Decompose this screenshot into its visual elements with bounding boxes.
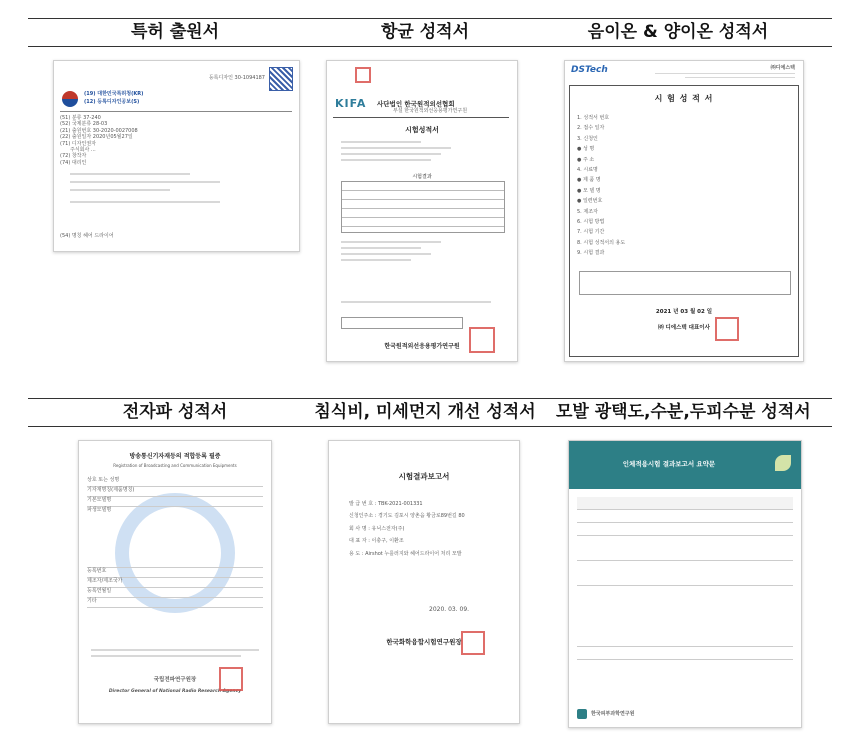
korea-emblem-icon [62, 91, 78, 107]
antibacterial-document[interactable] [326, 60, 518, 362]
org-logo-icon [577, 709, 587, 719]
header-rule-bottom-1 [28, 46, 832, 47]
emf-field: 기타 [87, 598, 263, 608]
text-line [70, 181, 220, 183]
patent-field: (22) 출원일자 2020년05월27일 [60, 134, 133, 141]
patent-footer: (54) 명칭 헤어 드라이어 [60, 233, 114, 239]
ion-field: 1. 성적서 번호 [577, 115, 610, 121]
text-line [91, 655, 241, 657]
ion-document[interactable] [564, 60, 804, 362]
ion-field: 4. 시료명 [577, 167, 598, 174]
leaf-icon [775, 455, 791, 471]
hair-document[interactable] [568, 440, 802, 728]
stamp-icon [355, 67, 371, 83]
dstech-name: ㈜디에스텍 [770, 65, 795, 71]
emf-field: 기본모델명 [87, 497, 263, 507]
text-line [341, 147, 451, 149]
doc-title: 시험성적서 [405, 126, 439, 134]
fine-dust-document[interactable] [328, 440, 520, 724]
patent-gazette: (12) 등록디자인공보(S) [84, 99, 140, 105]
doc-header-antibacterial: 항균 성적서 [380, 22, 470, 42]
divider [333, 117, 509, 118]
doc-title: 시 험 성 적 서 [654, 94, 714, 103]
text-line [70, 201, 220, 203]
fine-dust-date: 2020. 03. 09. [429, 606, 470, 613]
fine-dust-org: 한국화학융합시험연구원장 [386, 638, 462, 646]
signature-table [579, 271, 791, 295]
patent-document[interactable] [53, 60, 300, 252]
ion-date: 2021 년 03 월 02 일 [655, 309, 713, 315]
fine-dust-field: 발 급 번 호 : TBK-2021-001331 [349, 501, 423, 507]
text-line [91, 649, 259, 651]
emf-field: 상호 또는 성명 [87, 477, 263, 487]
official-seal-icon [219, 667, 243, 691]
ion-field: ● 모 델 명 [577, 187, 601, 194]
text-line [341, 259, 411, 261]
hair-header-bar [569, 441, 801, 489]
text-line [655, 73, 795, 74]
doc-title: 인체적용시험 결과보고서 요약문 [622, 460, 716, 468]
ion-field: 7. 시험 기간 [577, 229, 605, 236]
kifa-org-sub: 부설 한국원적외선응용평가연구원 [393, 108, 468, 114]
header-rule-bottom-2 [28, 426, 832, 427]
patent-field: (21) 출원번호 30-2020-0027008 [60, 127, 138, 134]
cert-title-en: Registration of Broadcasting and Communication Equipments [113, 463, 237, 468]
agency-name: 국립전파연구원장 [153, 677, 197, 683]
patent-divider [60, 111, 292, 112]
text-line [341, 141, 421, 143]
official-seal-icon [461, 631, 485, 655]
patent-field: (72) 창작자 [60, 153, 87, 160]
ion-field: 9. 시험 결과 [577, 250, 605, 257]
emf-field: 등록연월일 [87, 588, 263, 598]
text-line [70, 173, 190, 175]
agency-name-en: Director General of National Radio Research Agency [108, 689, 242, 694]
doc-title: 시험결과보고서 [398, 472, 450, 481]
patent-code: 등록디자인 30-1094187 [208, 75, 265, 81]
text-line [341, 241, 441, 243]
doc-header-patent: 특허 출원서 [130, 22, 220, 42]
ion-signature: ㈜ 디에스텍 대표이사 [658, 325, 710, 331]
ion-field: 6. 시험 방법 [577, 219, 605, 226]
ion-field: ● 주 소 [577, 156, 595, 163]
cert-title: 방송통신기자재등의 적합등록 필증 [129, 453, 221, 460]
doc-header-emf: 전자파 성적서 [122, 402, 228, 422]
ion-field: 2. 접수 일자 [577, 125, 605, 132]
kifa-footer: 한국원적외선응용평가연구원 [384, 343, 460, 350]
qr-code-icon [269, 67, 293, 91]
fine-dust-fields [349, 501, 465, 563]
text-line [341, 247, 421, 249]
summary-table [577, 497, 793, 660]
fine-dust-field: 회 사 명 : 유닉스전자(주) [349, 525, 405, 532]
emf-field: 등록번호 [87, 568, 263, 578]
ion-field: ● 성 명 [577, 146, 595, 153]
ion-field: 5. 제조자 [577, 208, 598, 215]
emf-field: 파생모델명 [87, 507, 263, 568]
patent-field: (71) 디자인권자 [60, 140, 97, 147]
ion-field: 8. 시험 성적서의 용도 [577, 239, 626, 246]
kifa-org: 사단법인 한국원적외선협회 [377, 100, 455, 108]
ion-field: 3. 신청인 [577, 135, 598, 142]
text-line [70, 189, 170, 191]
text-line [341, 253, 431, 255]
doc-header-ion: 음이온 & 양이온 성적서 [587, 22, 769, 42]
ion-field: ● 일련번호 [577, 198, 603, 205]
fine-dust-field: 용 도 : Airshot 누를러지와 헤어드라이어 처리 모발 [349, 550, 462, 557]
patent-field: (52) 국제분류 28-03 [60, 121, 108, 128]
patent-field: (74) 대리인 [60, 159, 87, 166]
fine-dust-field: 신청인주소 : 경기도 김포시 양촌읍 황금로89번길 80 [349, 513, 465, 520]
text-line [341, 153, 441, 155]
result-section: 시험결과 [412, 174, 432, 180]
patent-field: 주식회사 ... [70, 147, 96, 154]
result-table [341, 181, 505, 233]
emf-document[interactable] [78, 440, 272, 724]
hair-org: 한국피부과학연구원 [591, 711, 635, 717]
patent-field: (51) 분류 37-240 [60, 115, 101, 121]
text-line [341, 301, 491, 303]
text-line [685, 77, 795, 78]
signature-box [341, 317, 463, 329]
official-seal-icon [715, 317, 739, 341]
text-line [341, 159, 431, 161]
fine-dust-field: 대 표 자 : 이충구, 이환조 [349, 538, 404, 545]
emf-field: 제조자/제조국가 [87, 578, 263, 588]
kifa-logo: KIFA [335, 97, 367, 110]
emf-fields [87, 477, 263, 608]
patent-office: (19) 대한민국특허청(KR) [84, 91, 144, 97]
patent-fields [60, 115, 138, 166]
doc-header-hair: 모발 광택도,수분,두피수분 성적서 [556, 402, 811, 422]
ion-field: ● 제 품 명 [577, 177, 601, 184]
ion-fields [577, 115, 625, 261]
doc-header-fine-dust: 침식비, 미세먼지 개선 성적서 [314, 402, 536, 422]
official-seal-icon [469, 327, 495, 353]
dstech-logo: DSTech [571, 65, 608, 75]
emf-field: 기자재명칭(제품명칭) [87, 487, 263, 497]
